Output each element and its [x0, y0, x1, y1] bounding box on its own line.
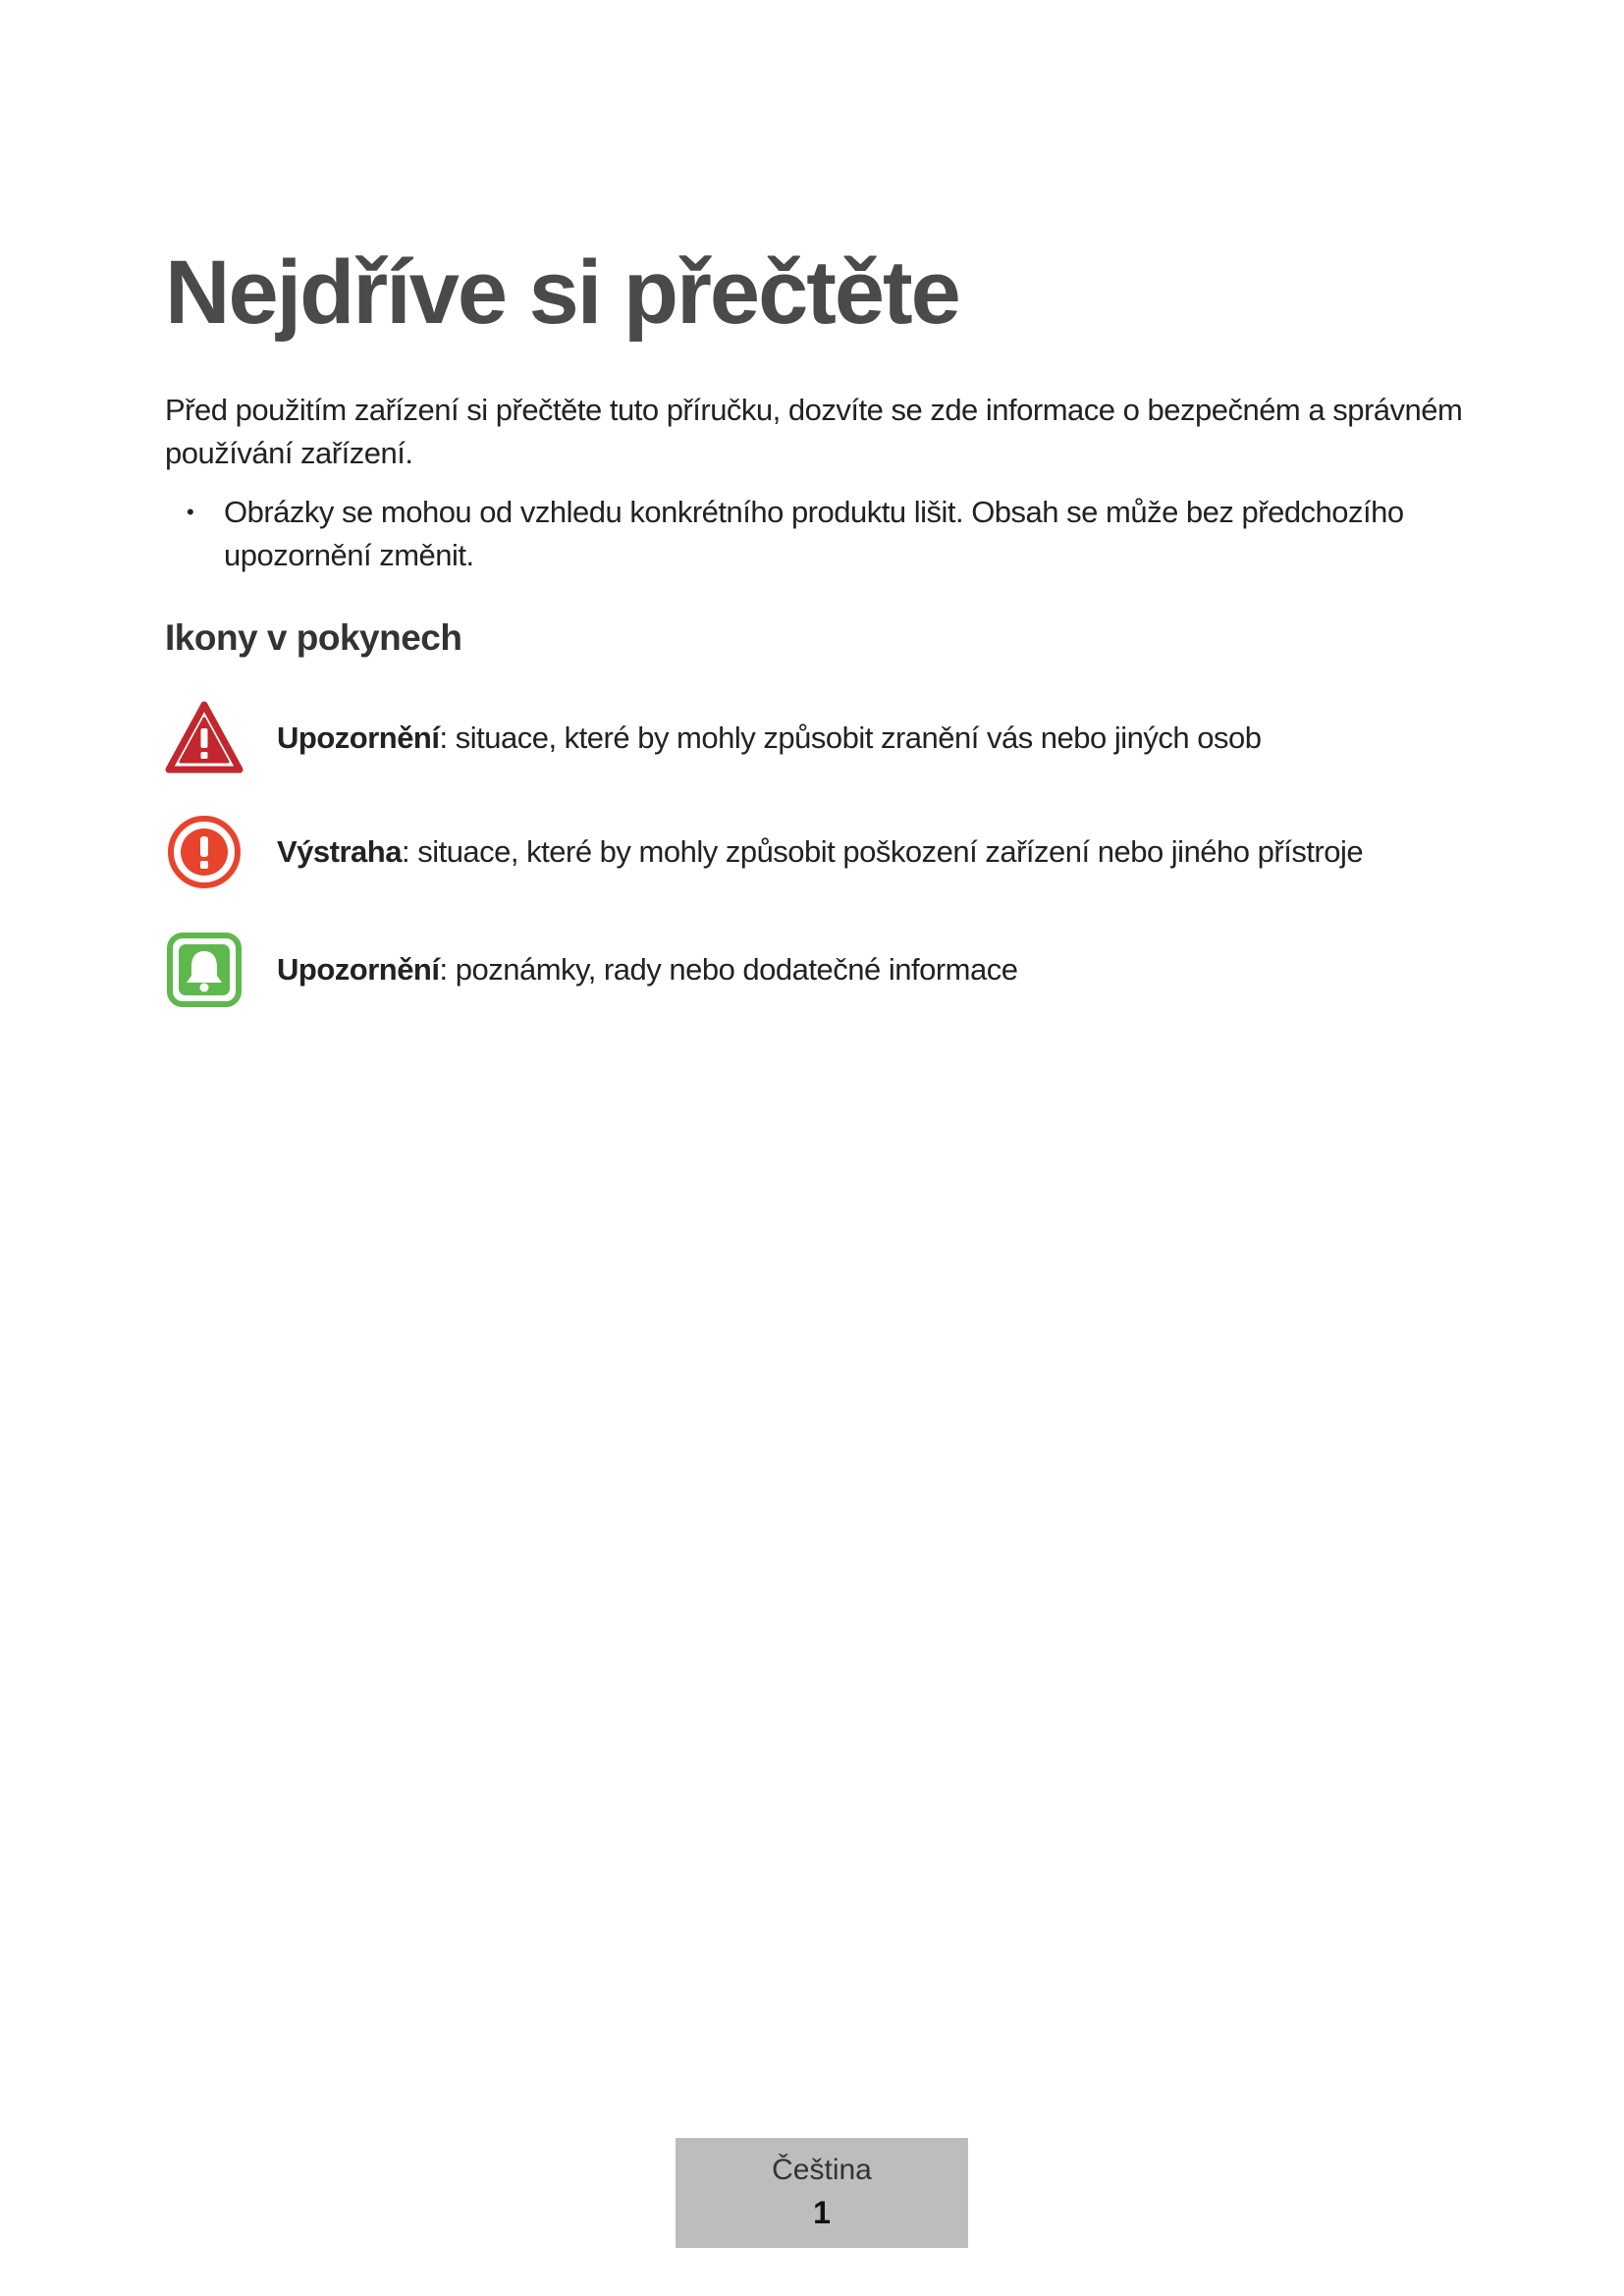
notice-desc-warning: : situace, které by mohly způsobit zranění vás nebo jiných osob: [439, 721, 1262, 755]
bullet-text: Obrázky se mohou od vzhledu konkrétního produktu lišit. Obsah se může bez předchozího upozornění změnit.: [224, 495, 1404, 572]
note-bell-icon: [165, 931, 244, 1009]
notice-label-caution: Výstraha: [277, 834, 402, 869]
caution-circle-icon: [165, 813, 244, 891]
bullet-item: [165, 491, 1471, 577]
notice-row-note: [165, 931, 1471, 1009]
notice-text-caution: [277, 834, 1363, 870]
page-title: Nejdříve si přečtěte: [165, 242, 959, 343]
notice-desc-note: : poznámky, rady nebo dodatečné informace: [439, 952, 1018, 987]
page-footer: [676, 2138, 968, 2248]
notice-label-note: Upozornění: [277, 952, 440, 987]
notice-label-warning: Upozornění: [277, 721, 440, 755]
bullet-list: [165, 491, 1471, 577]
notice-text-note: [277, 952, 1017, 988]
bullet-dot-icon: •: [187, 500, 194, 524]
notice-row-caution: [165, 813, 1471, 891]
section-heading: Ikony v pokynech: [165, 617, 462, 658]
warning-triangle-icon: [165, 699, 244, 777]
intro-paragraph: Před použitím zařízení si přečtěte tuto příručku, dozvíte se zde informace o bezpečném a správném používání zařízení.: [165, 393, 1463, 470]
notice-desc-caution: : situace, které by mohly způsobit poškození zařízení nebo jiného přístroje: [401, 834, 1364, 869]
notice-text-warning: [277, 721, 1261, 756]
notice-row-warning: [165, 699, 1471, 777]
page-number: 1: [813, 2195, 831, 2230]
footer-language: Čeština: [772, 2154, 872, 2186]
